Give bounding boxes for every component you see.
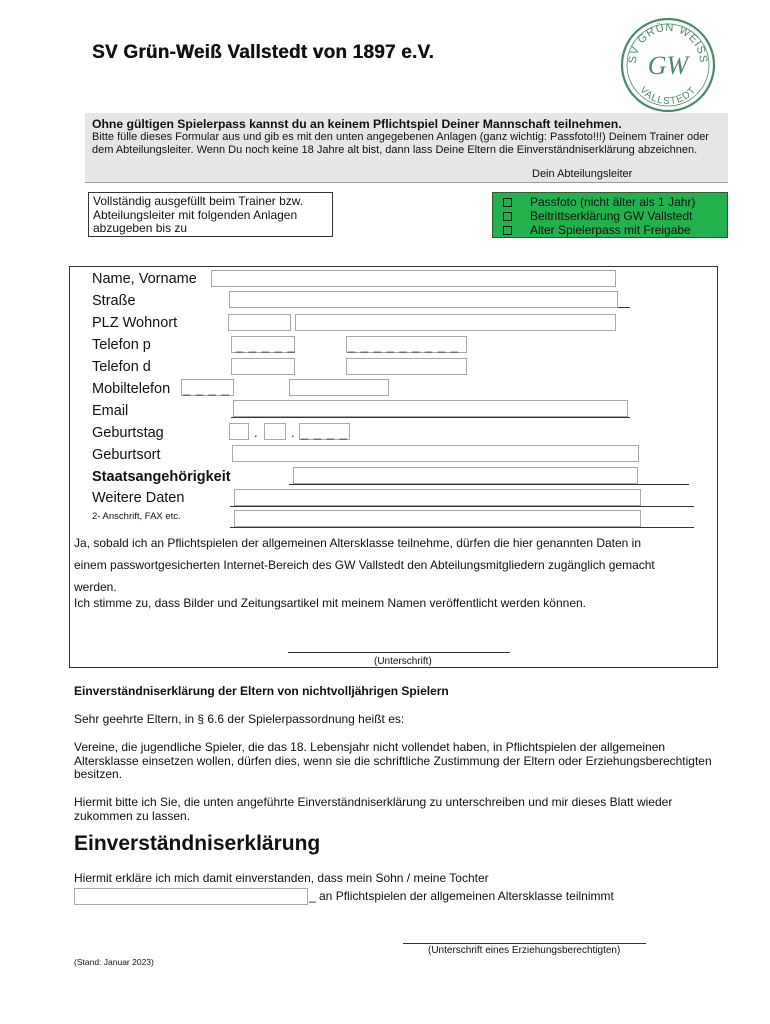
attachment-item: Passfoto (nicht älter als 1 Jahr) — [503, 195, 727, 209]
logo-top-text: SV GRÜN WEISS — [626, 21, 710, 65]
declaration-title: Einverständniserklärung — [74, 832, 321, 855]
label-more: Weitere Daten — [92, 490, 185, 506]
parent-signature-line[interactable] — [403, 943, 646, 944]
attachment-item: Alter Spielerpass mit Freigabe — [503, 223, 727, 237]
checkbox-icon[interactable] — [503, 226, 512, 235]
label-mobile: Mobiltelefon — [92, 381, 171, 397]
label-birthday: Geburtstag — [92, 425, 164, 441]
email-field[interactable] — [233, 400, 628, 417]
consent-line-1: Ja, sobald ich an Pflichtspielen der allgemeinen Altersklasse teilnehme, dürfen die hier genannten Daten in — [74, 536, 642, 550]
phone-d-number-field[interactable] — [346, 358, 467, 375]
checkbox-icon[interactable] — [503, 198, 512, 207]
notice-heading: Ohne gültigen Spielerpass kannst du an keinem Pflichtspiel Deiner Mannschaft teilnehmen. — [92, 117, 622, 131]
parent-signature-label: (Unterschrift eines Erziehungsberechtigten) — [428, 945, 621, 956]
logo-bottom-text: VALLSTEDT — [637, 84, 699, 108]
club-logo — [618, 8, 718, 118]
logo-monogram: GW — [647, 51, 689, 80]
birthday-month-field[interactable] — [264, 423, 286, 440]
name-field[interactable] — [211, 270, 616, 287]
label-phone-p: Telefon p — [92, 337, 151, 353]
more-field-1[interactable] — [234, 489, 641, 506]
parents-request: Hiermit bitte ich Sie, die unten angeführte Einverständniserklärung zu unterschreiben und mir dieses Blatt wieder zukommen zu lassen. — [74, 795, 673, 823]
checkbox-icon[interactable] — [503, 212, 512, 221]
label-plz: PLZ Wohnort — [92, 315, 178, 331]
consent-line-3: werden. — [74, 580, 117, 594]
player-signature-line[interactable] — [288, 652, 510, 653]
phone-d-prefix-field[interactable] — [231, 358, 295, 375]
svg-text:VALLSTEDT — [637, 85, 699, 107]
plz-field[interactable] — [228, 314, 291, 331]
label-email: Email — [92, 403, 129, 419]
notice-signature: Dein Abteilungsleiter — [532, 168, 633, 180]
more-field-2[interactable] — [234, 510, 641, 527]
consent-line-2: einem passwortgesicherten Internet-Bereich des GW Vallstedt den Abteilungsmitgliedern zugänglich gemacht — [74, 558, 655, 572]
more-hint: 2- Anschrift, FAX etc. — [92, 511, 181, 522]
nationality-field[interactable] — [293, 467, 638, 484]
attachment-item: Beitrittserklärung GW Vallstedt — [503, 209, 727, 223]
notice-body: Bitte fülle dieses Formular aus und gib es mit den unten angegebenen Anlagen (ganz wichtig: Passfoto!!!) Deinem Trainer oder dem Abteilungsleiter. Wenn Du noch keine 18 Jahre alt bist, dann lass Deine Eltern die Einverständniserklärung abzeichnen. — [92, 131, 709, 156]
child-name-field[interactable] — [74, 888, 308, 905]
declaration-line-1: Hiermit erkläre ich mich damit einverstanden, dass mein Sohn / meine Tochter — [74, 871, 489, 885]
consent-line-4: Ich stimme zu, dass Bilder und Zeitungsartikel mit meinem Namen veröffentlicht werden können. — [74, 596, 587, 610]
handin-text: Vollständig ausgefüllt beim Trainer bzw. Abteilungsleiter mit folgenden Anlagen abzugeben bis zu — [93, 194, 304, 235]
mobile-number-field[interactable] — [289, 379, 389, 396]
declaration-line-2: _ an Pflichtspielen der allgemeinen Altersklasse teilnimmt — [309, 889, 614, 903]
label-nationality: Staatsangehörigkeit — [92, 469, 231, 485]
label-name: Name, Vorname — [92, 271, 197, 287]
parents-quote: Vereine, die jugendliche Spieler, die das 18. Lebensjahr nicht vollendet haben, in Pflichtspielen der allgemeinen Altersklasse einsetzen wollen, dürfen dies, wenn sie die schriftliche Zustimmung der Eltern oder Erziehungsberechtigten besitzen. — [74, 740, 712, 781]
birthplace-field[interactable] — [232, 445, 639, 462]
label-phone-d: Telefon d — [92, 359, 151, 375]
attachments-box — [492, 192, 728, 238]
label-birthplace: Geburtsort — [92, 447, 161, 463]
stand-date: (Stand: Januar 2023) — [74, 957, 154, 967]
city-field[interactable] — [295, 314, 616, 331]
birthday-day-field[interactable] — [229, 423, 249, 440]
club-title: SV Grün-Weiß Vallstedt von 1897 e.V. — [92, 42, 434, 63]
player-signature-label: (Unterschrift) — [374, 656, 432, 667]
handin-box — [88, 192, 333, 237]
parents-salutation: Sehr geehrte Eltern, in § 6.6 der Spielerpassordnung heißt es: — [74, 712, 405, 726]
label-street: Straße — [92, 293, 136, 309]
street-field[interactable] — [229, 291, 618, 308]
parents-heading: Einverständniserklärung der Eltern von nichtvolljährigen Spielern — [74, 684, 449, 698]
